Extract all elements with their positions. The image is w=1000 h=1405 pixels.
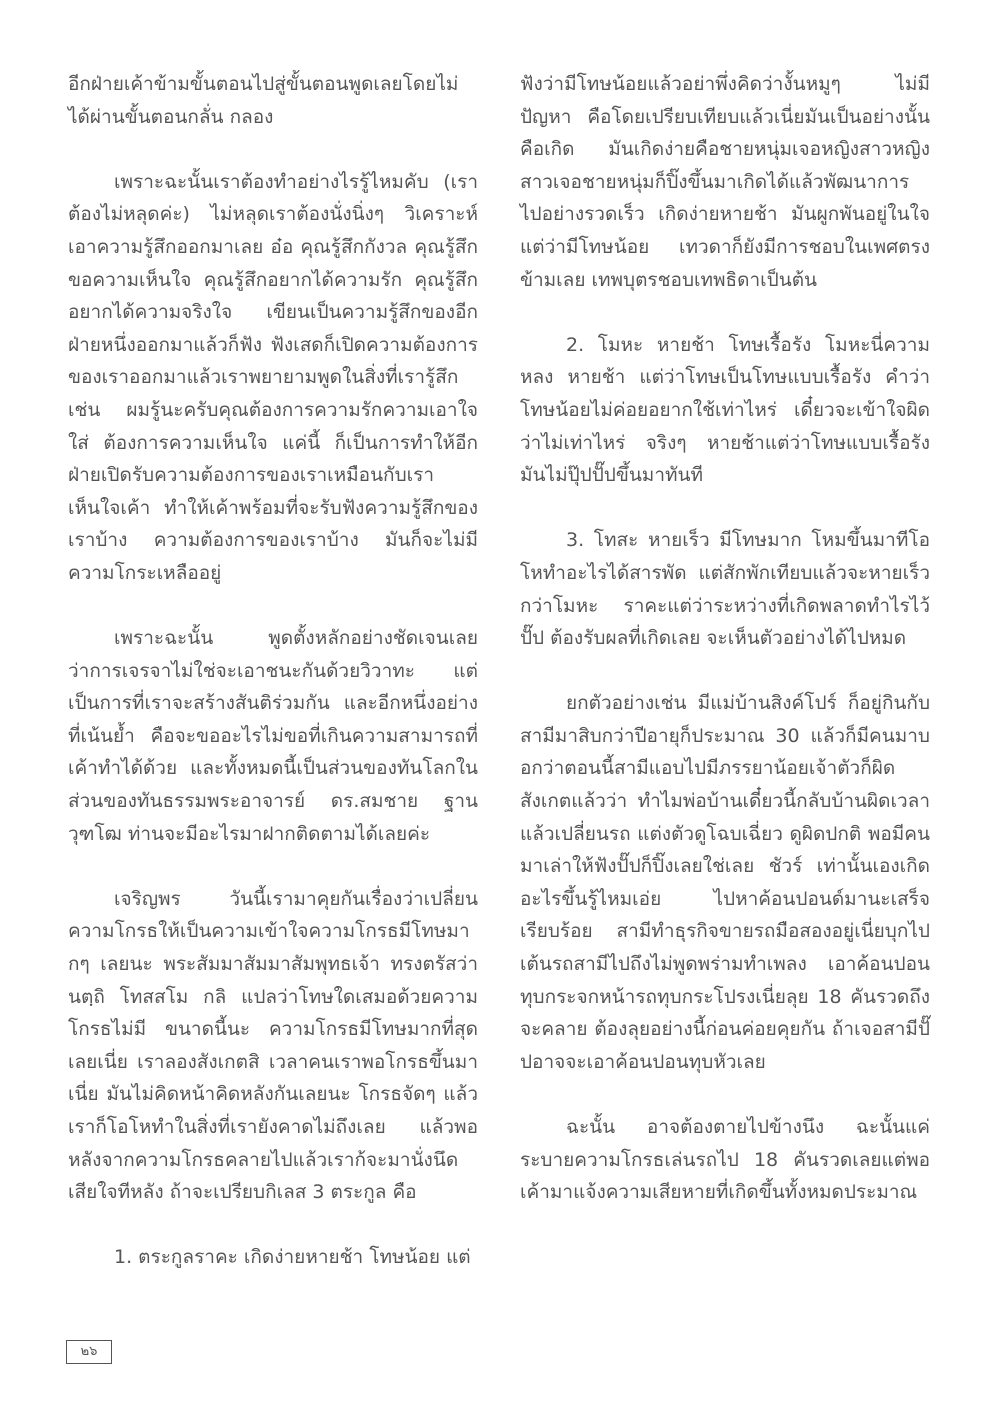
right-column	[520, 68, 930, 1241]
paragraph: อีกฝ่ายเค้าข้ามขั้นตอนไปสู่ขั้นตอนพูดเลยโดยไม่ได้ผ่านขั้นตอนกลั่น กลอง	[68, 73, 459, 128]
paragraph: 2. โมหะ หายช้า โทษเรื้อรัง โมหะนี่ความหลง หายช้า แต่ว่าโทษเป็นโทษแบบเรื้อรัง คำว่าโทษน้อยไม่ค่อยอยากใช้เท่าไหร่ เดี๋ยวจะเข้าใจผิดว่าไม่เท่าไหร่ จริงๆ หายช้าแต่ว่าโทษแบบเรื้อรัง มันไม่ปุ๊ปปั๊ปขึ้นมาทันที	[520, 333, 930, 487]
paragraph: เจริญพร วันนี้เรามาคุยกันเรื่องว่าเปลี่ยนความโกรธให้เป็นความเข้าใจความโกรธมีโทษมากๆ เลยนะ พระสัมมาสัมมาสัมพุทธเจ้า ทรงตรัสว่า นตฺถิ โทสสโม กลิ แปลว่าโทษใดเสมอด้วยความโกรธไม่มี ขนาดนี้นะ ความโกรธมีโทษมากที่สุดเลยเนี่ย เราลองสังเกตสิ เวลาคนเราพอโกรธขึ้นมาเนี่ย มันไม่คิดหน้าคิดหลังกันเลยนะ โกรธจัดๆ แล้วเราก็โอโหทำในสิ่งที่เรายังคาดไม่ถึงเลย แล้วพอหลังจากความโกรธคลายไปแล้วเราก้จะมานั่งนึดเสียใจทีหลัง ถ้าจะเปรียบกิเลส 3 ตระกูล คือ	[68, 887, 478, 1204]
paragraph: ฟังว่ามีโทษน้อยแล้วอย่าพึ่งคิดว่างั้นหมูๆ ไม่มีปัญหา คือโดยเปรียบเทียบแล้วเนี่ยมันเป็นอย่างนั้น คือเกิด มันเกิดง่ายคือชายหนุ่มเจอหญิงสาวหญิงสาวเจอชายหนุ่มก็ปิ๊งขึ้นมาเกิดได้แล้วพัฒนาการไปอย่างรวดเร็ว เกิดง่ายหายช้า มันผูกพันอยู่ในใจ แต่ว่ามีโทษน้อย เทวดาก็ยังมีการชอบในเพศตรงข้ามเลย เทพบุตรชอบเทพธิดาเป็นต้น	[520, 73, 930, 291]
paragraph: เพราะฉะนั้น พูดตั้งหลักอย่างชัดเจนเลย ว่าการเจรจาไม่ใช่จะเอาชนะกันด้วยวิวาทะ แต่เป็นการที่เราจะสร้างสันติร่วมกัน และอีกหนึ่งอย่างที่เน้นย้ำ คือจะขออะไรไม่ขอที่เกินความสามารถที่เค้าทำได้ด้วย และทั้งหมดนี้เป็นส่วนของทันโลกในส่วนของทันธรรมพระอาจารย์ ดร.สมชาย ฐานวุฑโฒ ท่านจะมีอะไรมาฝากติดตามได้เลยค่ะ	[68, 627, 478, 845]
left-column	[68, 68, 478, 1307]
paragraph: เพราะฉะนั้นเราต้องทำอย่างไรรู้ไหมคับ (เราต้องไม่หลุดค่ะ) ไม่หลุดเราต้องนั่งนิ่งๆ วิเคราะห์ เอาความรู้สึกออกมาเลย อ๋อ คุณรู้สึกกังวล คุณรู้สึกขอความเห็นใจ คุณรู้สึกอยากได้ความรัก คุณรู้สึกอยากได้ความจริงใจ เขียนเป็นความรู้สึกของอีกฝ่ายหนึ่งออกมาแล้วก็ฟัง ฟังเสดก็เปิดความต้องการของเราออกมาแล้วเราพยายามพูดในสิ่งที่เรารู้สึกเช่น ผมรู้นะครับคุณต้องการความรักความเอาใจใส่ ต้องการความเห็นใจ แค่นี้ ก็เป็นการทำให้อีกฝ่ายเปิดรับความต้องการของเราเหมือนกับเราเห็นใจเค้า ทำให้เค้าพร้อมที่จะรับฟังความรู้สึกของเราบ้าง ความต้องการของเราบ้าง มันก็จะไม่มีความโกระเหลืออยู่	[68, 170, 478, 584]
page-number: ๒๖	[66, 1340, 112, 1364]
paragraph: ยกตัวอย่างเช่น มีแม่บ้านสิงค์โปร์ ก็อยู่กินกับสามีมาสิบกว่าปีอายุก็ประมาณ 30 แล้วก็มีคนมาบอกว่าตอนนี้สามีแอบไปมีภรรยาน้อยเจ้าตัวก็ผิดสังเกตแล้วว่า ทำไมพ่อบ้านเดี๋ยวนี้กลับบ้านผิดเวลา แล้วเปลี่ยนรถ แต่งตัวดูโฉบเฉี่ยว ดูผิดปกติ พอมีคนมาเล่าให้ฟังปั๊ปก็ปิ๊งเลยใช่เลย ชัวร์ เท่านั้นเองเกิดอะไรขึ้นรู้ไหมเอ่ย ไปหาค้อนปอนด์มานะเสร็จเรียบร้อย สามีทำธุรกิจขายรถมือสองอยู่เนี่ยบุกไปเต้นรถสามีไปถึงไม่พูดพร่ามทำเพลง เอาค้อนปอนทุบกระจกหน้ารถทุบกระโปรงเนี่ยลุย 18 คันรวดถึงจะคลาย ต้องลุยอย่างนี้ก่อนค่อยคุยกัน ถ้าเจอสามีปั๊ปอาจจะเอาค้อนปอนทุบหัวเลย	[520, 692, 930, 1073]
paragraph: ฉะนั้น อาจต้องตายไปข้างนึง ฉะนั้นแค่ระบายความโกรธเล่นรถไป 18 คันรวดเลยแต่พอเค้ามาแจ้งความเสียหายที่เกิดขึ้นทั้งหมดประมาณ	[520, 1116, 930, 1204]
paragraph: 1. ตระกูลราคะ เกิดง่ายหายช้า โทษน้อย แต่	[114, 1246, 471, 1269]
paragraph: 3. โทสะ หายเร็ว มีโทษมาก โหมขึ้นมาทีโอโหทำอะไรได้สารพัด แต่สักพักเทียบแล้วจะหายเร็วกว่าโมหะ ราคะแต่ว่าระหว่างที่เกิดพลาดทำไรไว้ปั๊ป ต้องรับผลที่เกิดเลย จะเห็นตัวอย่างได้ไปหมด	[520, 529, 930, 650]
